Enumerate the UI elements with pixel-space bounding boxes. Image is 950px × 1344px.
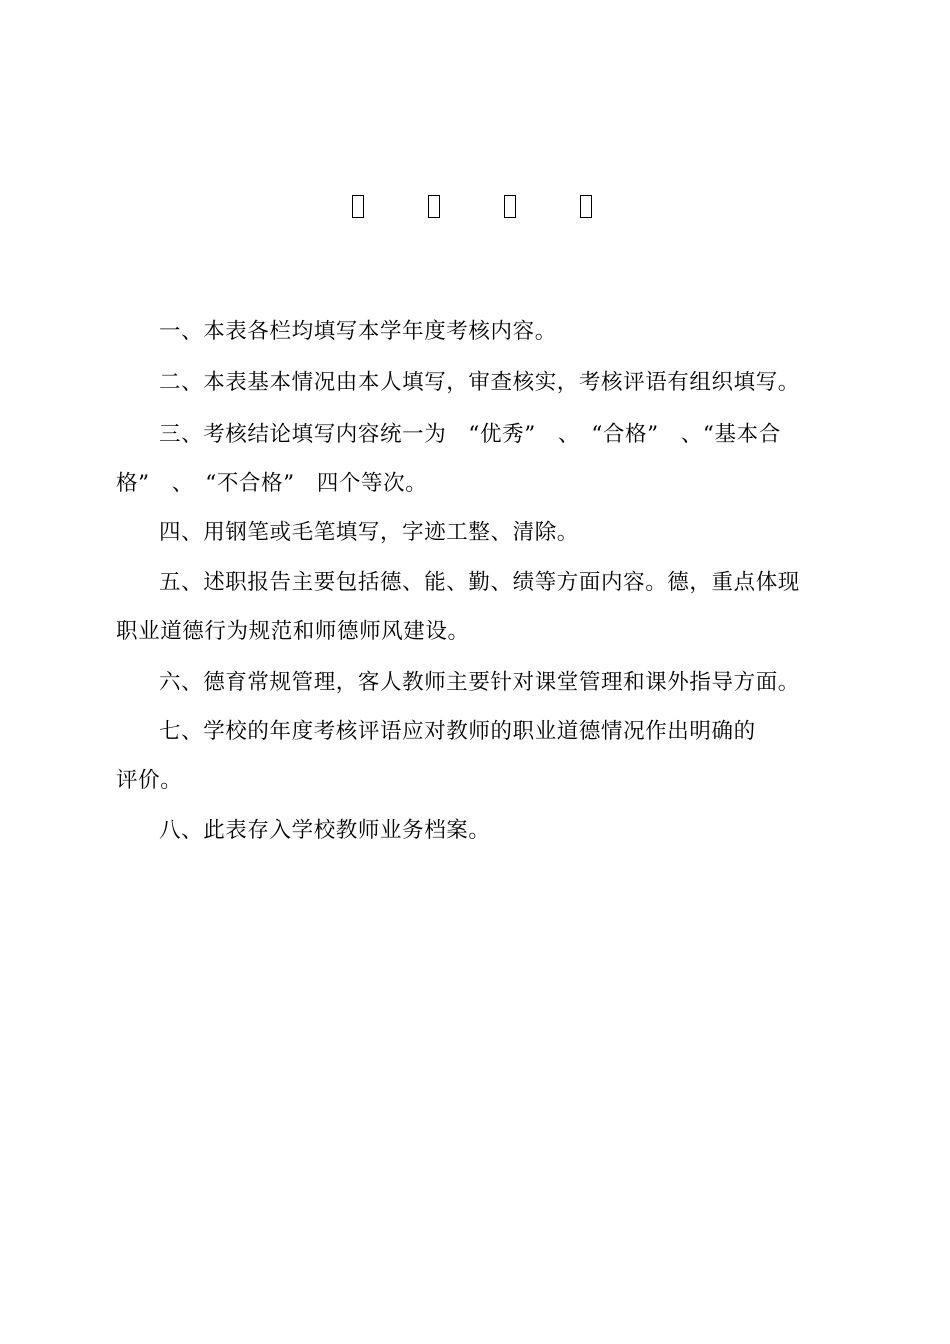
missing-glyph-icon (504, 195, 516, 218)
instruction-3: 三、考核结论填写内容统一为 “优秀” 、 “合格” 、“基本合 格” 、 “不合格” 四个等次。 (116, 422, 781, 496)
missing-glyph-icon (580, 195, 592, 218)
instruction-8: 八、此表存入学校教师业务档案。 (159, 818, 491, 843)
instruction-2: 二、本表基本情况由本人填写，审查核实，考核评语有组织填写。 (159, 370, 800, 395)
missing-glyph-icon (352, 195, 364, 218)
instruction-5: 五、述职报告主要包括德、能、勤、绩等方面内容。德，重点体现 职业道德行为规范和师德师风建设。 (116, 570, 800, 644)
document-title (352, 186, 592, 226)
missing-glyph-icon (428, 195, 440, 218)
instruction-1: 一、本表各栏均填写本学年度考核内容。 (159, 319, 557, 344)
instruction-7: 七、学校的年度考核评语应对教师的职业道德情况作出明确的 评价。 (116, 719, 756, 793)
instruction-6: 六、德育常规管理，客人教师主要针对课堂管理和课外指导方面。 (159, 670, 800, 695)
instruction-4: 四、用钢笔或毛笔填写，字迹工整、清除。 (159, 520, 579, 545)
